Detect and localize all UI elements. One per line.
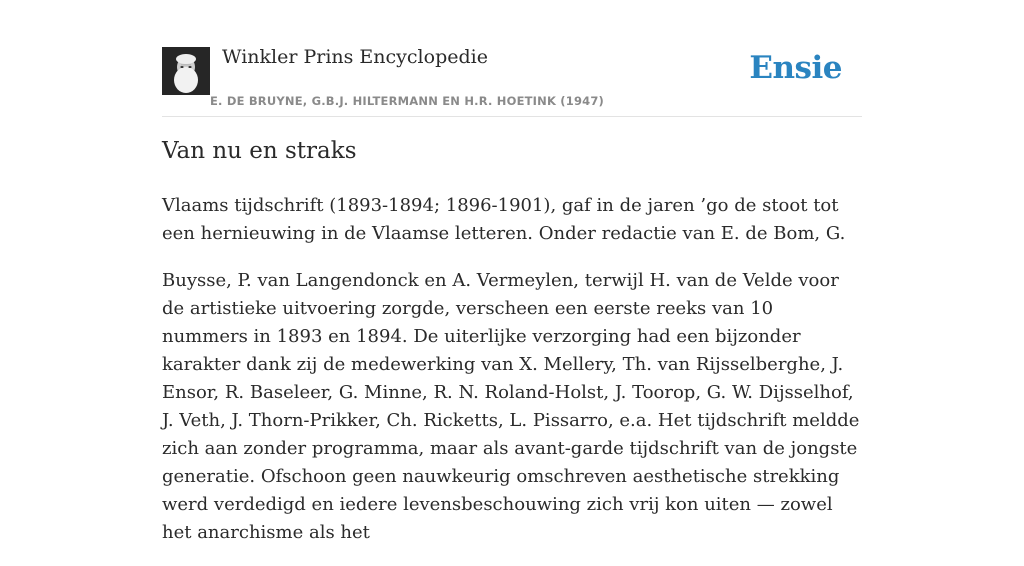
source-authors: E. DE BRUYNE, G.B.J. HILTERMANN EN H.R. HOETINK (1947): [210, 94, 605, 108]
author-avatar[interactable]: [162, 47, 210, 95]
author-portrait-icon: [162, 47, 210, 95]
source-header: [162, 40, 862, 117]
article-title: Van nu en straks: [162, 138, 357, 164]
article-body: [162, 192, 862, 566]
ensie-logo[interactable]: Ensie: [749, 50, 842, 86]
article-paragraph: Vlaams tijdschrift (1893-1894; 1896-1901), gaf in de jaren ’go de stoot tot een hernieuwing in de Vlaamse letteren. Onder redactie van E. de Bom, G.: [162, 195, 846, 244]
article-paragraph: Buysse, P. van Langendonck en A. Vermeylen, terwijl H. van de Velde voor de artistieke uitvoering zorgde, verscheen een eerste reeks van 10 nummers in 1893 en 1894. De uiterlijke verzorging had een bijzonder karakter dank zij de medewerking van X. Mellery, Th. van Rijsselberghe, J. Ensor, R. Baseleer, G. Minne, R. N. Roland-Holst, J. Toorop, G. W. Dijsselhof, J. Veth, J. Thorn-Prikker, Ch. Ricketts, L. Pissarro, e.a. Het tijdschrift meldde zich aan zonder programma, maar als avant-garde tijdschrift van de jongste generatie. Ofschoon geen nauwkeurig omschreven aesthetische strekking werd verdedigd en iedere levensbeschouwing zich vrij kon uiten — zowel het anarchisme als het: [162, 270, 860, 543]
source-title[interactable]: Winkler Prins Encyclopedie: [222, 46, 488, 68]
